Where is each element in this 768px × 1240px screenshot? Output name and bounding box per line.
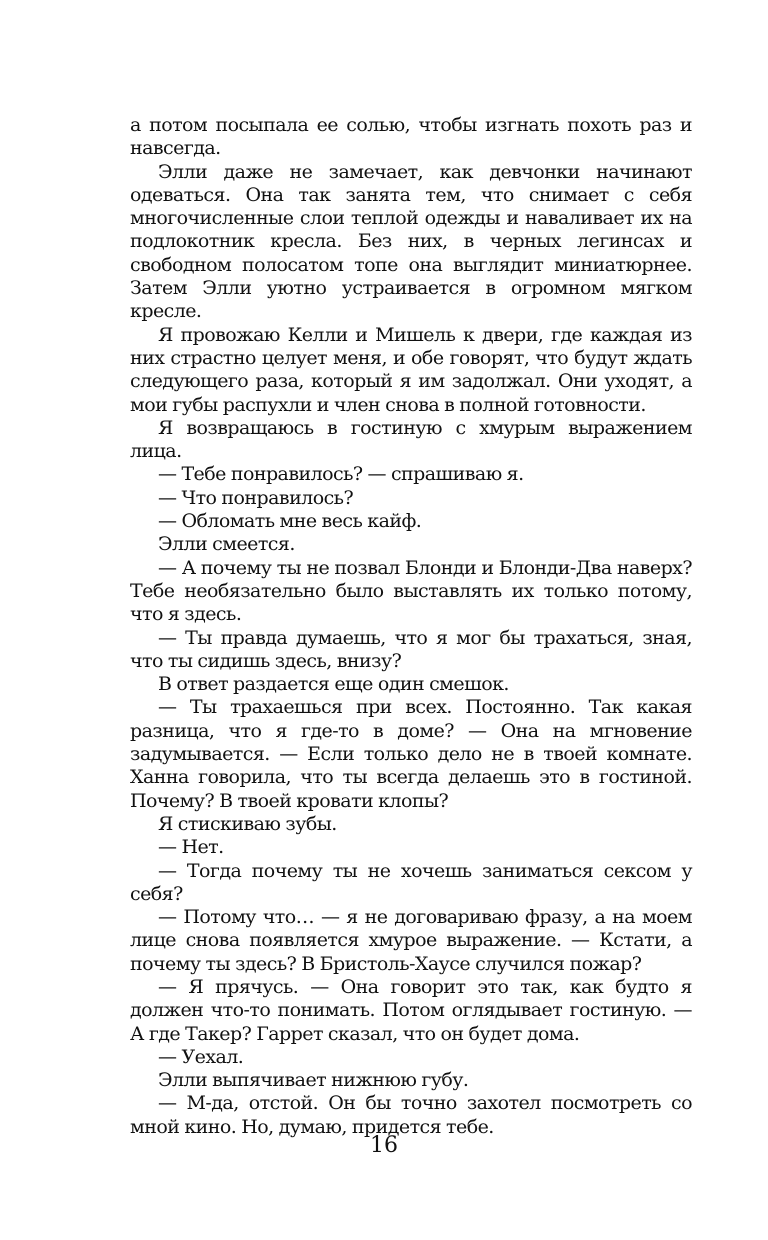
paragraph: — Тогда почему ты не хочешь заниматься сексом у себя? (130, 859, 692, 905)
paragraph: В ответ раздается еще один смешок. (158, 673, 509, 696)
paragraph: — Обломать мне весь кайф. (158, 510, 422, 533)
paragraph: Я стискиваю зубы. (158, 812, 337, 835)
paragraph: — Потому что… — я не договариваю фразу, а на моем лице снова появляется хмурое выражение. — Кстати, а почему ты здесь? В Бристоль-Хаусе случился пожар? (130, 906, 692, 975)
paragraph: Элли смеется. (158, 533, 295, 556)
paragraph: — Ты правда думаешь, что я мог бы трахаться, зная, что ты сидишь здесь, внизу? (130, 626, 692, 672)
paragraph: — А почему ты не позвал Блонди и Блонди-Два наверх? Тебе необязательно было выставлять их только потому, что я здесь. (130, 556, 692, 626)
paragraph: — Уехал. (158, 1045, 244, 1068)
paragraph: Элли даже не замечает, как девчонки начинают одеваться. Она так занята тем, что снимает с себя многочисленные слои теплой одежды и наваливает их на подлокотник кресла. Без них, в черных легинсах и свободном полосатом топе она выглядит миниатюрнее. Затем Элли уютно устраивается в огромном мягком кресле. (130, 160, 692, 323)
paragraph: — Я прячусь. — Она говорит это так, как будто я должен что-то понимать. Потом оглядывает гостиную. — А где Такер? Гаррет сказал, что он будет дома. (130, 975, 692, 1045)
paragraph: — Тебе понравилось? — спрашиваю я. (158, 463, 524, 486)
body-text (130, 114, 692, 1139)
paragraph: Я возвращаюсь в гостиную с хмурым выражением лица. (130, 416, 692, 463)
paragraph: Я провожаю Келли и Мишель к двери, где каждая из них страстно целует меня, и обе говорят, что будут ждать следующего раза, который я им задолжал. Они уходят, а мои губы распухли и член снова в полной готовности. (130, 323, 692, 416)
paragraph: — Что понравилось? (158, 486, 354, 509)
paragraph: Элли выпячивает нижнюю губу. (158, 1069, 469, 1092)
paragraph: — Нет. (158, 836, 224, 859)
paragraph: — М-да, отстой. Он бы точно захотел посмотреть со мной кино. Но, думаю, придется тебе. (130, 1092, 692, 1138)
page-number: 16 (370, 1133, 398, 1158)
paragraph: а потом посыпала ее солью, чтобы изгнать похоть раз и навсегда. (130, 114, 692, 160)
paragraph: — Ты трахаешься при всех. Постоянно. Так какая разница, что я где-то в доме? — Она на мгновение задумывается. — Если только дело не в твоей комнате. Ханна говорила, что ты всегда делаешь это в гостиной. Почему? В твоей кровати клопы? (130, 696, 692, 812)
